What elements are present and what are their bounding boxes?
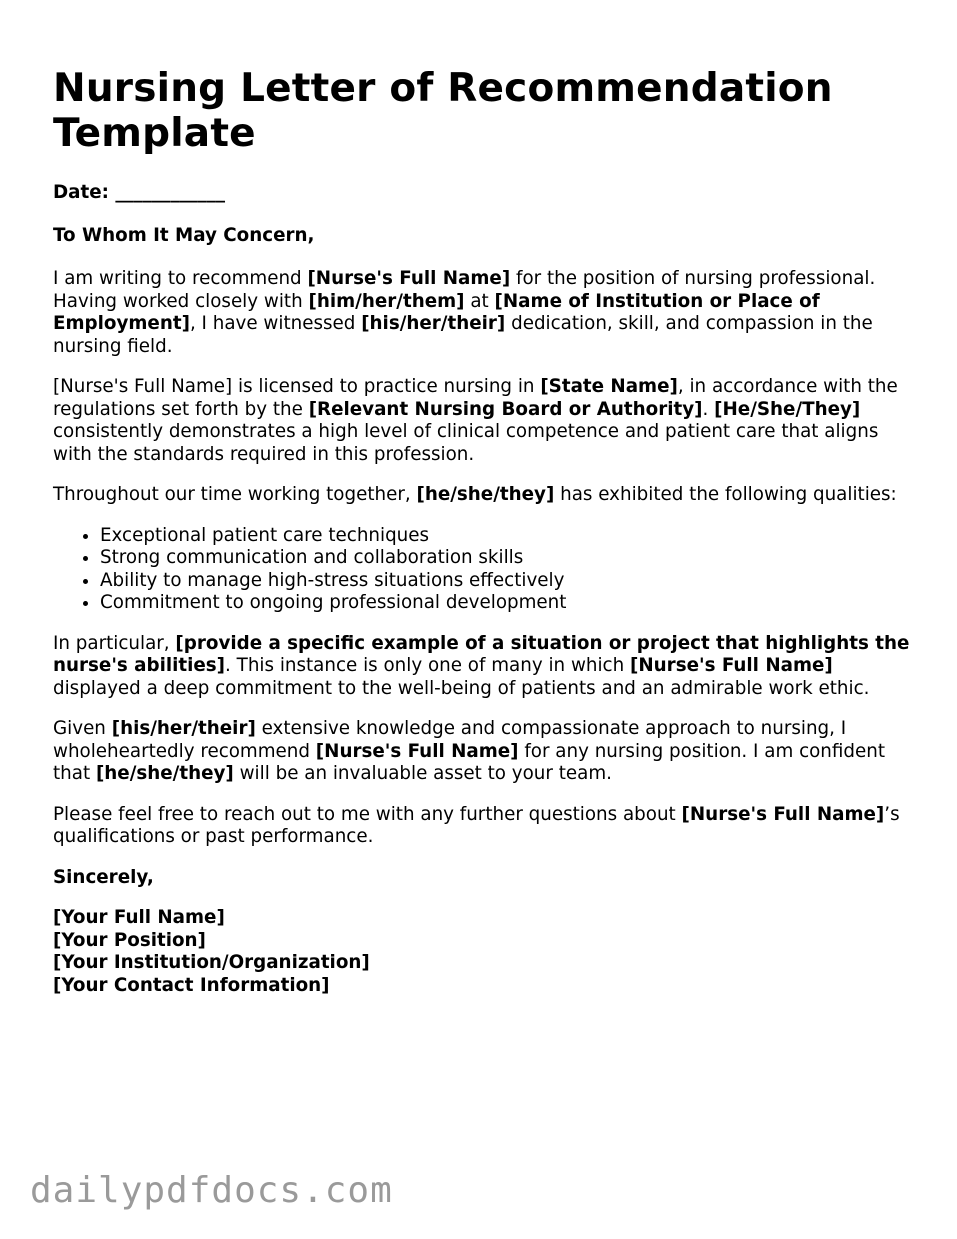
list-item: • Commitment to ongoing professional development [100, 592, 913, 615]
list-item: • Exceptional patient care techniques [100, 525, 913, 548]
text-run: extensive knowledge and compassionate approach to nursing, I wholeheartedly recommend [53, 718, 847, 762]
watermark: dailypdfdocs.com [30, 1170, 393, 1211]
text-run: dedication, skill, and compassion in the nursing field. [53, 313, 873, 357]
text-run: for the position of nursing professional. Having worked closely with [53, 268, 876, 312]
date-blank: ____________ [115, 182, 226, 203]
text-run: Throughout our time working together, [53, 484, 417, 505]
document-title: Nursing Letter of Recommendation Template [53, 66, 833, 156]
paragraph-contact [53, 804, 913, 849]
placeholder-pronoun: [he/she/they] [95, 763, 234, 784]
text-run: , in accordance with the regulations set forth by the [53, 376, 898, 420]
text-run: Please feel free to reach out to me with any further questions about [53, 803, 682, 825]
closing [53, 867, 913, 890]
text-run: ’s qualifications or past performance. [53, 803, 900, 847]
placeholder-pronoun: [his/her/their] [361, 313, 506, 334]
greeting [53, 225, 913, 248]
text-run: displayed a deep commitment to the well-being of patients and an admirable work ethic. [53, 677, 870, 699]
placeholder-nurse-name: [Nurse's Full Name] [681, 803, 885, 825]
placeholder-nurse-name: [Nurse's Full Name] [315, 740, 519, 762]
text-run: I am writing to recommend [53, 268, 308, 289]
placeholder-state: [State Name] [540, 376, 678, 397]
paragraph-qualities-intro [53, 484, 913, 507]
placeholder-institution: [Name of Institution or Place of Employment] [53, 290, 820, 334]
placeholder-pronoun: [he/she/they] [416, 484, 555, 505]
text-run: Given [53, 718, 112, 739]
date-line [53, 182, 913, 205]
date-label: Date: [53, 182, 109, 203]
paragraph-intro [53, 268, 913, 358]
signature-position: [Your Position] [53, 929, 206, 951]
text-run: . This instance is only one of many in which [225, 655, 631, 676]
placeholder-pronoun: [his/her/their] [111, 718, 256, 739]
placeholder-nurse-name: [Nurse's Full Name] [307, 268, 511, 289]
placeholder-example: [provide a specific example of a situation or project that highlights the nurse's abilities] [53, 632, 910, 676]
signature-contact: [Your Contact Information] [53, 974, 330, 996]
placeholder-nurse-name: [Nurse's Full Name] [630, 655, 833, 676]
text-run: has exhibited the following qualities: [554, 484, 897, 505]
text-run: In particular, [53, 632, 176, 654]
greeting-text: To Whom It May Concern, [53, 224, 315, 246]
placeholder-board: [Relevant Nursing Board or Authority] [308, 398, 703, 420]
text-run: [Nurse's Full Name] is licensed to practice nursing in [53, 376, 541, 397]
list-item: • Strong communication and collaboration skills [100, 547, 913, 570]
signature-organization: [Your Institution/Organization] [53, 952, 370, 973]
text-run: for any nursing position. I am confident that [53, 740, 886, 784]
text-run: , I have witnessed [189, 313, 362, 334]
text-run: consistently demonstrates a high level of clinical competence and patient care that aligns with the standards required in this profession. [53, 421, 879, 465]
qualities-list [53, 525, 913, 615]
signature-name: [Your Full Name] [53, 907, 225, 928]
paragraph-license [53, 376, 913, 466]
closing-text: Sincerely, [53, 866, 154, 888]
text-run: . [702, 398, 715, 420]
text-run: will be an invaluable asset to your team. [233, 763, 612, 784]
paragraph-recommendation [53, 718, 913, 786]
placeholder-pronoun: [him/her/them] [308, 290, 465, 312]
signature-block [53, 907, 913, 997]
paragraph-example [53, 633, 913, 701]
letter-document [53, 66, 913, 997]
list-item: • Ability to manage high-stress situations effectively [100, 570, 913, 593]
placeholder-pronoun: [He/She/They] [714, 398, 861, 420]
text-run: at [464, 290, 495, 312]
